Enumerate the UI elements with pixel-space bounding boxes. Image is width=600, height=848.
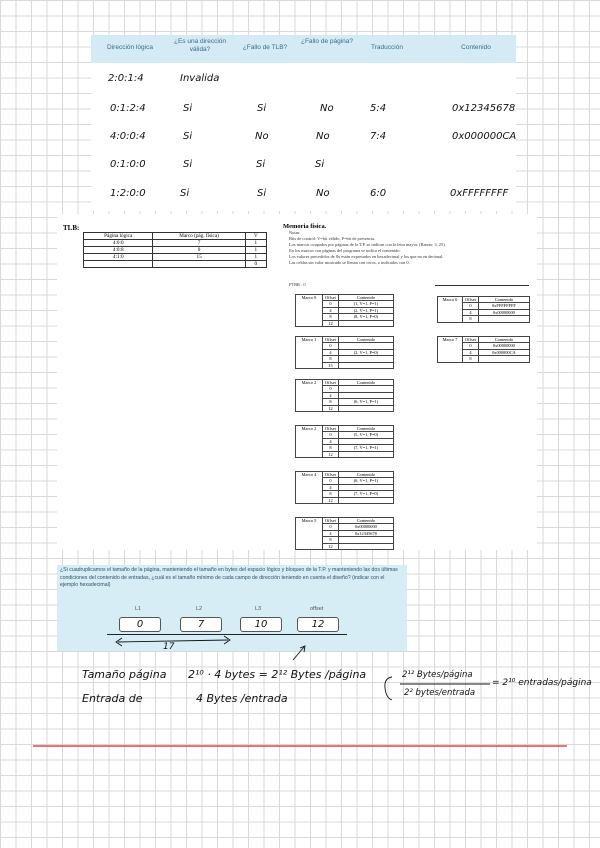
col-content: Contenido xyxy=(338,472,393,478)
tlb-cell: 1 xyxy=(245,240,266,247)
total-bits: 17 xyxy=(163,642,175,652)
frame-label: Marco 7 xyxy=(438,337,463,363)
col-offset: Offset xyxy=(323,380,339,386)
logical-address: 1:2:0:0 xyxy=(110,188,146,199)
content-cell: (7, V=1, P=0) xyxy=(338,491,393,497)
notes-label: Notas: xyxy=(289,230,301,235)
content-cell: 0x12345678 xyxy=(338,530,393,536)
note-line: Los valores precedidos de 0x están expresados en hexadecimal y los que no en decimal. xyxy=(289,254,444,259)
entry-label: Entrada de xyxy=(82,692,143,705)
col-offset: Offset xyxy=(463,337,479,343)
offset-cell: 0 xyxy=(323,478,339,484)
content-cell: 0x000000CA xyxy=(478,349,529,355)
col-offset: Offset xyxy=(323,426,339,432)
frame-label: Marco 1 xyxy=(296,337,323,369)
offset-cell: 8 xyxy=(323,491,339,497)
valid-cell: Invalida xyxy=(180,73,220,84)
offset-cell: 4 xyxy=(323,530,339,536)
note-line: Bits de control: V=bit válido, P=bit de presencia. xyxy=(289,236,376,241)
entries-per-page: = 2¹⁰ entradas/página xyxy=(492,678,592,688)
col-content: Contenido xyxy=(478,297,529,303)
offset-cell: 12 xyxy=(323,405,339,411)
tlb-cell: 4:1:0 xyxy=(84,254,153,261)
l3-field[interactable]: 10 xyxy=(240,617,282,632)
offset-cell: 4 xyxy=(323,392,339,398)
offset-field[interactable]: 12 xyxy=(297,617,339,632)
ptbr-label: PTBR : 0 xyxy=(289,282,306,287)
l2-field[interactable]: 7 xyxy=(180,617,222,632)
col-content: Contenido xyxy=(338,295,393,301)
valid-cell: Si xyxy=(180,188,190,199)
field-label-l3: L3 xyxy=(255,606,262,612)
offset-cell: 8 xyxy=(323,399,339,405)
offset-cell: 8 xyxy=(463,316,479,322)
content-cell: (6, V=1, P=1) xyxy=(338,478,393,484)
col-content: Contenido xyxy=(338,518,393,524)
content-cell: 0x00000000 xyxy=(478,309,529,315)
tlb-header: Página lógica xyxy=(84,233,153,240)
offset-cell: 8 xyxy=(323,314,339,320)
frame-label: Marco 4 xyxy=(296,472,323,504)
header-page-fault: ¿Fallo de página? xyxy=(300,38,354,45)
page-fault-cell: No xyxy=(316,188,330,199)
offset-cell: 0 xyxy=(463,343,479,349)
content-cell: (2, V=1, P=0) xyxy=(338,349,393,355)
col-offset: Offset xyxy=(323,295,339,301)
offset-cell: 4 xyxy=(323,349,339,355)
tlb-miss-cell: Si xyxy=(256,159,266,170)
field-label-offset: offset xyxy=(310,606,324,612)
offset-cell: 4 xyxy=(323,484,339,490)
field-label-l2: L2 xyxy=(196,606,203,612)
offset-cell: 8 xyxy=(323,356,339,362)
offset-cell: 4 xyxy=(463,349,479,355)
offset-cell: 0 xyxy=(323,432,339,438)
col-offset: Offset xyxy=(323,472,339,478)
offset-cell: 12 xyxy=(323,497,339,503)
tlb-cell: 4:0:8 xyxy=(84,247,153,254)
offset-cell: 12 xyxy=(323,320,339,326)
offset-cell: 0 xyxy=(323,524,339,530)
translation-cell: 6:0 xyxy=(370,188,387,199)
content-cell: (8, V=1, P=0) xyxy=(338,314,393,320)
note-line: Los marcos ocupados por páginas de la T.P. se indican con la letra mayor. (Barras: 3, 25). xyxy=(289,242,446,247)
content-cell: (2, V=1, P=1) xyxy=(338,307,393,313)
header-logical-address: Dirección lógica xyxy=(107,44,153,51)
note-line: Las celdas sin valor mostrado se llenan con ceros, o indicados con 0. xyxy=(289,260,410,265)
tlb-miss-cell: No xyxy=(255,131,269,142)
content-cell: 0x00000000 xyxy=(338,524,393,530)
tlb-cell: 7 xyxy=(153,240,245,247)
col-content: Contenido xyxy=(338,426,393,432)
valid-cell: Si xyxy=(183,103,193,114)
offset-cell: 4 xyxy=(323,307,339,313)
page-size-label: Tamaño página xyxy=(82,668,167,681)
frame-label: Marco 6 xyxy=(438,297,463,323)
col-content: Contenido xyxy=(338,380,393,386)
content-cell: (7, V=1, P=1) xyxy=(338,445,393,451)
offset-cell: 0 xyxy=(323,343,339,349)
content-cell: 0x00000000 xyxy=(478,343,529,349)
logical-address: 4:0:0:4 xyxy=(110,131,146,142)
frame-label: Marco 2 xyxy=(296,380,323,412)
translation-cell: 7:4 xyxy=(370,131,387,142)
page-fault-cell: Si xyxy=(315,159,325,170)
col-offset: Offset xyxy=(323,518,339,524)
offset-cell: 0 xyxy=(323,301,339,307)
content-cell: 0x000000CA xyxy=(452,131,517,142)
header-translation: Traducción xyxy=(371,44,403,51)
field-label-l1: L1 xyxy=(135,606,142,612)
logical-address: 2:0:1:4 xyxy=(108,73,144,84)
tlb-cell: 0 xyxy=(245,261,266,268)
offset-cell: 8 xyxy=(463,356,479,362)
content-cell: 0x12345678 xyxy=(452,103,516,114)
tlb-cell: 1 xyxy=(245,247,266,254)
logical-address: 0:1:0:0 xyxy=(110,159,146,170)
frame-label: Marco 0 xyxy=(296,295,323,327)
tlb-title: TLB: xyxy=(63,224,80,232)
header-content: Contenido xyxy=(461,44,491,51)
offset-cell: 8 xyxy=(323,537,339,543)
col-content: Contenido xyxy=(338,337,393,343)
offset-cell: 0 xyxy=(323,386,339,392)
content-cell: (6, V=1, P=1) xyxy=(338,399,393,405)
header-tlb-miss: ¿Fallo de TLB? xyxy=(242,44,288,51)
col-offset: Offset xyxy=(463,297,479,303)
offset-cell: 4 xyxy=(463,309,479,315)
header-valid: ¿Es una dirección válida? xyxy=(173,38,227,53)
tlb-header: Marco (pág. física) xyxy=(153,233,245,240)
content-cell: (1, V=1, P=1) xyxy=(338,301,393,307)
col-content: Contenido xyxy=(478,337,529,343)
tlb-miss-cell: Si xyxy=(257,188,267,199)
offset-cell: 4 xyxy=(323,438,339,444)
offset-cell: 0 xyxy=(463,303,479,309)
content-cell: 0xFFFFFFFF xyxy=(478,303,529,309)
page-size-formula: 2¹⁰ · 4 bytes = 2¹² Bytes /página xyxy=(188,668,367,681)
frame-label: Marco 5 xyxy=(296,518,323,550)
content-cell: (5, V=1, P=0) xyxy=(338,432,393,438)
note-line: En los marcos con páginas del programa se indica el contenido. xyxy=(289,248,401,253)
offset-cell: 15 xyxy=(323,362,339,368)
brace xyxy=(385,677,392,700)
translation-cell: 5:4 xyxy=(370,103,387,114)
content-cell: 0xFFFFFFFF xyxy=(450,188,509,199)
memory-title: Memoria física. xyxy=(283,223,327,230)
question-text: ¿Si cuadruplicamos el tamaño de la página, manteniendo el tamaño en bytes del espacio lógico y bloqueo de la T.P. y manteniendo las dos últimas condiciones del contenido de entradas, ¿cuál es el tamaño mínimo de cada campo de dirección teniendo en cuenta el diseño? (indicar con el ejemplo hexadecimal) xyxy=(60,567,398,588)
offset-arrow xyxy=(293,647,304,660)
tlb-cell: 1 xyxy=(245,254,266,261)
tlb-cell: 15 xyxy=(153,254,245,261)
tlb-cell: 4:0:0 xyxy=(84,240,153,247)
valid-cell: Si xyxy=(183,159,193,170)
offset-cell: 12 xyxy=(323,451,339,457)
offset-cell: 8 xyxy=(323,445,339,451)
page-fault-cell: No xyxy=(316,131,330,142)
col-offset: Offset xyxy=(323,337,339,343)
l1-field[interactable]: 0 xyxy=(119,617,161,632)
logical-address: 0:1:2:4 xyxy=(110,103,146,114)
entry-size: 4 Bytes /entrada xyxy=(196,692,288,705)
page-fault-cell: No xyxy=(320,103,334,114)
tlb-header: V xyxy=(245,233,266,240)
fraction-denominator: 2² bytes/entrada xyxy=(404,688,476,698)
fraction-numerator: 2¹² Bytes/página xyxy=(402,670,473,680)
offset-cell: 12 xyxy=(323,543,339,549)
tlb-miss-cell: Si xyxy=(257,103,267,114)
valid-cell: Si xyxy=(183,131,193,142)
frame-label: Marco 2 xyxy=(296,426,323,458)
tlb-cell: 0 xyxy=(153,247,245,254)
